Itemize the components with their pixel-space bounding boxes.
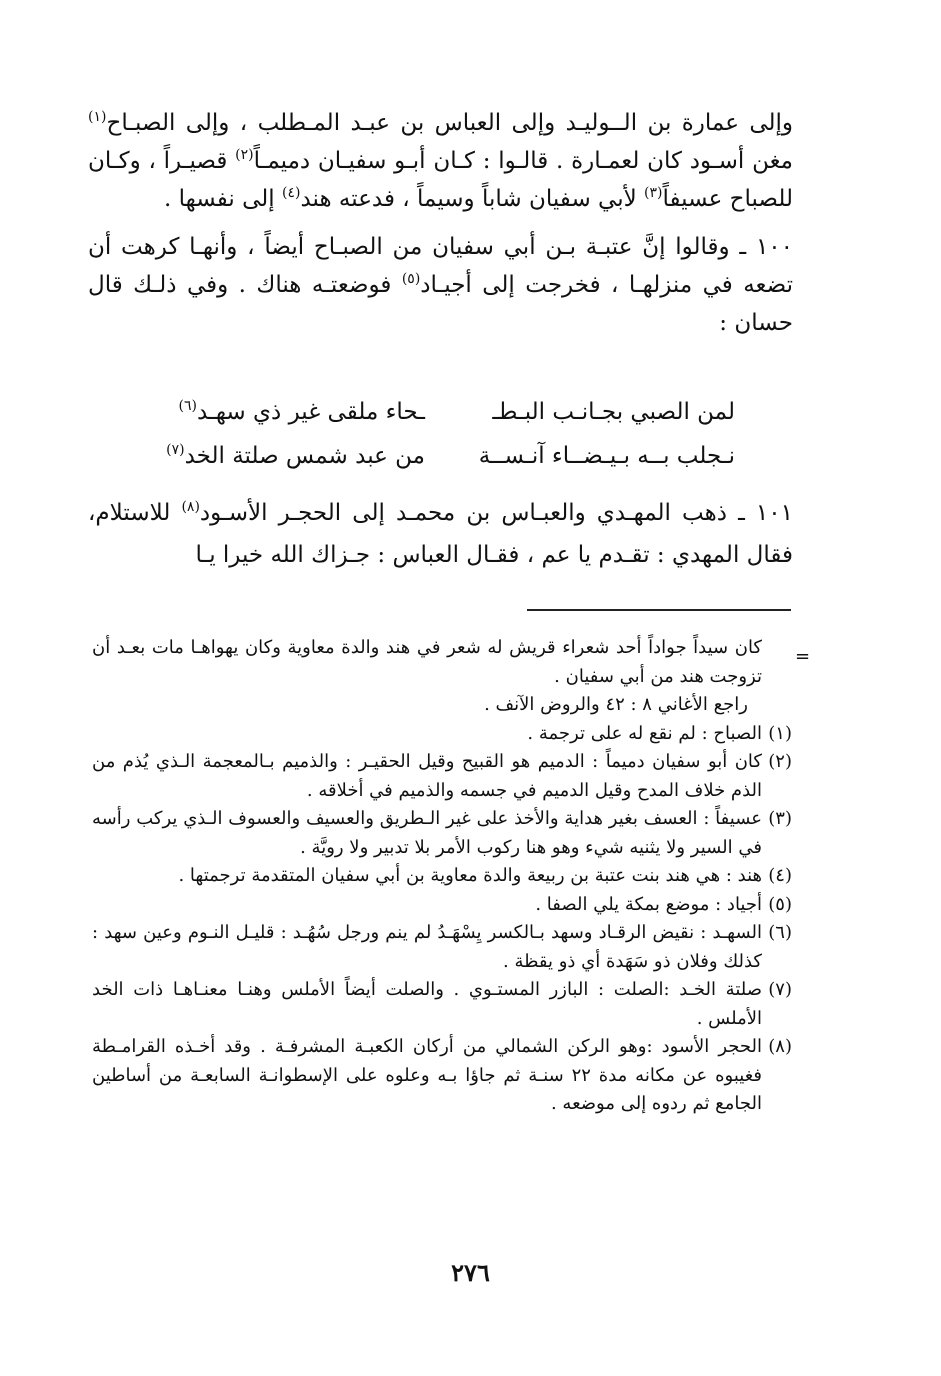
paragraph-100 [88, 228, 793, 342]
footnote-4 [92, 862, 792, 891]
footnote-continuation: كان سيداً جواداً أحد شعراء قريش له شعر في هند والدة معاوية وكان يهواهـا مات بعـد أن تزوجت هند من أبي سفيان . [92, 637, 762, 687]
footnote-ref-4: (٤) [282, 185, 301, 201]
verse-1-second-hemistich [130, 399, 425, 425]
footnote-text: أجياد : موضع بمكة يلي الصفا . [535, 893, 762, 915]
paragraph-intro [88, 104, 793, 218]
footnote-text: الحجر الأسود :وهو الركن الشمالي من أركان الكعبـة المشرفـة . وقد أخـذه القرامـطة فغيبوه عن مكانه مدة ٢٢ سنـة ثم جاؤا بـه وعلوه على الإسطوانـة السابعـة من أساطين الجامع ثم ردوه إلى موضعه . [92, 1036, 762, 1114]
footnote-3 [92, 805, 792, 862]
footnote-8 [92, 1033, 792, 1119]
verse-2 [130, 434, 735, 478]
footnote-text: هند : هي هند بنت عتبة بن ربيعة والدة معاوية بن أبي سفيان المتقدمة ترجمتها . [178, 865, 762, 886]
text-span: ١٠٠ ـ وقالوا إنَّ عتبـة بـن أبي سفيان من الصبـاح أيضاً ، وأنهـا كرهت أن تضعه في منزلهـا ، فخرجت إلى أجيـاد [88, 234, 793, 298]
footnote-number: (٤) [768, 865, 792, 886]
footnote-text: السهـد : نقيض الرقـاد وسهد بـالكسر يِسْهَـدُ لم ينم ورجل سُهُـد : قليـل النـوم وعين سهد : كذلك وفلان ذو سَهَدة أي ذو يقظة . [92, 922, 762, 972]
footnote-5 [92, 891, 792, 920]
text-span: ـحاء ملقى غير ذي سهـد [197, 399, 425, 425]
footnote-ref-6: (٦) [178, 398, 198, 414]
footnote-6 [92, 919, 792, 976]
footnote-reference-line: راجع الأغاني ٨ : ٤٢ والروض الآنف . [484, 694, 748, 715]
footnote-separator [527, 609, 791, 611]
footnote-number: (٦) [768, 922, 792, 943]
text-span: ١٠١ ـ ذهب المهـدي والعبـاس بن محمـد إلى الحجـر الأسـود [199, 500, 793, 526]
footnote-number: (٨) [768, 1036, 792, 1057]
footnote-number: (٥) [768, 893, 792, 915]
footnote-number: (٣) [768, 808, 792, 829]
footnote-ref-1: (١) [88, 109, 107, 125]
main-text [88, 104, 793, 350]
footnote-number: (٧) [768, 979, 792, 1000]
text-span: للاستلام، فقال المهدي : تقـدم يا عم ، فقـال العباس : جـزاك الله خيرا يـا [88, 500, 793, 568]
poem-verses [130, 390, 735, 478]
footnote-7 [92, 976, 792, 1033]
footnote-1 [92, 720, 792, 749]
text-span: من عبد شمس صلتة الخد [184, 443, 425, 469]
footnote-text: صلتة الخـد :الصلت : البازر المستـوي . والصلت أيضاً الأملس وهنـا معنـاهـا ذات الخد الأملس . [92, 979, 762, 1029]
footnote-ref-5: (٥) [401, 271, 421, 287]
text-span: إلى نفسها . [164, 186, 282, 212]
verse-1-first-hemistich: لمن الصبي بجـانـب البـطـ [492, 399, 735, 425]
text-span: قصيـراً ، وكـان للصباح عسيفاً [88, 148, 793, 212]
footnote-ref-2: (٢) [235, 147, 254, 163]
continuation-mark: = [795, 646, 811, 667]
footnote-ref-3: (٣) [644, 185, 663, 201]
footnote-2 [92, 748, 792, 805]
text-span: لأبي سفيان شاباً وسيماً ، فدعته هند [300, 186, 645, 212]
footnote-ref-8: (٨) [181, 499, 200, 515]
footnotes-section [92, 634, 792, 1119]
paragraph-101 [88, 492, 793, 576]
footnote-ref-7: (٧) [166, 442, 185, 458]
text-span: مغن أسـود كان لعمـارة . قالـوا : كـان أبـو سفيـان دميمـاً [253, 148, 793, 174]
text-span: وإلى عمارة بن الــوليـد وإلى العباس بن عبـد المـطلب ، وإلى الصبـاح [106, 110, 793, 136]
page-number: ٢٧٦ [451, 1258, 490, 1287]
footnote-text: الصباح : لم نقع له على ترجمة . [527, 722, 762, 744]
footnote-number: (١) [768, 722, 792, 744]
verse-2-second-hemistich [130, 443, 425, 469]
verse-2-first-hemistich: نـجلب بــه بـيـضــاء آنـســة [478, 443, 735, 469]
footnote-text: عسيفاً : العسف بغير هداية والأخذ على غير الـطريق والعسيف والعسوف الـذي يركب رأسه في السير ولا يثنيه شيء وهو هنا ركوب الأمر بلا تدبير ولا رويَّة . [92, 808, 762, 858]
verse-1 [130, 390, 735, 434]
footnote-number: (٢) [768, 751, 792, 772]
footnote-text: كان أبو سفيان دميماً : الدميم هو القبيح وقيل الحقيـر : والذميم بـالمعجمة الـذي يُذم من الذم خلاف المدح وقيل الدميم في جسمه والذميم في أخلاقه . [92, 751, 762, 801]
text-span: فوضعتـه هناك . وفي ذلـك قال حسان : [88, 272, 793, 336]
